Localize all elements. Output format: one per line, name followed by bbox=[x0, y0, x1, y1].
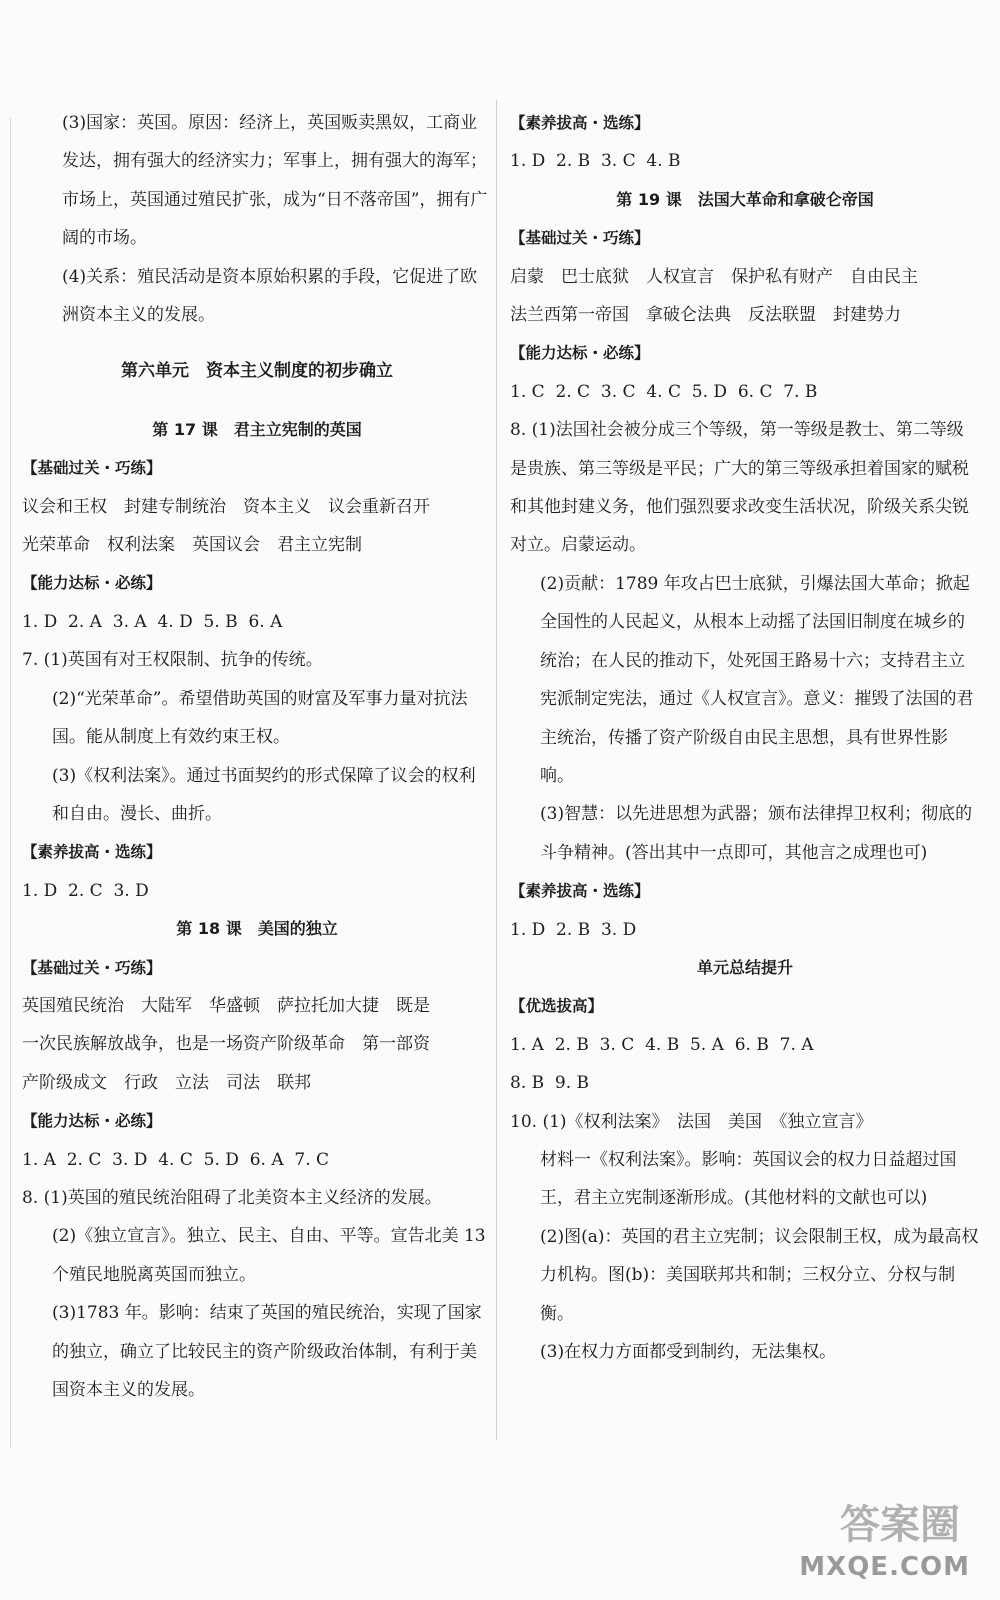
answer-paragraph: (2)贡献：1789 年攻占巴士底狱，引爆法国大革命；掀起全国性的人民起义，从根本上动摇了法国旧制度在城乡的统治；在人民的推动下，处死国王路易十六；支持君主立宪派制定宪法，通过《人权宣言》。意义：摧毁了法国的君主统治，传播了资产阶级自由民主思想，具有世界性影响。 bbox=[540, 573, 974, 786]
section-heading: 【优选拔高】 bbox=[510, 997, 604, 1016]
answer-paragraph: 10. (1)《权利法案》 法国 美国 《独立宣言》 bbox=[510, 1111, 873, 1132]
choice-answers: 1. A 2. C 3. D 4. C 5. D 6. A 7. C bbox=[22, 1149, 330, 1170]
answer-paragraph: (3)在权力方面都受到制约，无法集权。 bbox=[540, 1342, 837, 1362]
section-heading: 【素养拔高・选练】 bbox=[510, 114, 650, 132]
section-heading: 【基础过关・巧练】 bbox=[510, 229, 650, 248]
answer-paragraph: (3)智慧：以先进思想为武器；颁布法律捍卫权利；彻底的斗争精神。(答出其中一点即可，其他言之成理也可) bbox=[540, 804, 973, 863]
section-heading: 【素养拔高・选练】 bbox=[510, 882, 650, 901]
watermark-chinese: 答案圈 bbox=[840, 1502, 960, 1548]
right-column bbox=[510, 104, 980, 1371]
key-terms: 议会和王权 封建专制统治 资本主义 议会重新召开 bbox=[22, 496, 430, 517]
key-terms: 法兰西第一帝国 拿破仑法典 反法联盟 封建势力 bbox=[510, 305, 901, 326]
choice-answers: 1. D 2. B 3. C 4. B bbox=[510, 151, 681, 172]
answer-paragraph: 8. (1)英国的殖民统治阻碍了北美资本主义经济的发展。 bbox=[22, 1187, 442, 1208]
left-column bbox=[22, 104, 492, 1409]
answer-paragraph: (2)《独立宣言》。独立、民主、自由、平等。宣告北美 13 个殖民地脱离英国而独立。 bbox=[52, 1226, 492, 1285]
answer-paragraph: (3)国家：英国。原因：经济上，英国贩卖黑奴，工商业发达，拥有强大的经济实力；军事上，拥有强大的海军；市场上，英国通过殖民扩张，成为“日不落帝国”，拥有广阔的市场。 bbox=[62, 113, 488, 249]
answer-paragraph: 7. (1)英国有对王权限制、抗争的传统。 bbox=[22, 650, 323, 671]
unit-title: 第六单元 资本主义制度的初步确立 bbox=[121, 361, 393, 382]
section-heading: 【基础过关・巧练】 bbox=[22, 459, 162, 478]
section-heading: 【能力达标・必练】 bbox=[22, 574, 162, 593]
lesson-title: 第 18 课 美国的独立 bbox=[176, 919, 338, 939]
choice-answers: 1. D 2. A 3. A 4. D 5. B 6. A bbox=[22, 611, 283, 632]
lesson-title: 第 19 课 法国大革命和拿破仑帝国 bbox=[616, 189, 874, 209]
key-terms: 产阶级成文 行政 立法 司法 联邦 bbox=[22, 1072, 311, 1093]
lesson-title: 第 17 课 君主立宪制的英国 bbox=[152, 419, 362, 439]
choice-answers: 8. B 9. B bbox=[510, 1073, 590, 1094]
column-divider bbox=[496, 100, 497, 1440]
answer-paragraph: 8. (1)法国社会被分成三个等级，第一等级是教士、第二等级是贵族、第三等级是平民；广大的第三等级承担着国家的赋税和其他封建义务，他们强烈要求改变生活状况，阶级关系尖锐对立。启蒙运动。 bbox=[510, 420, 969, 556]
section-heading: 【能力达标・必练】 bbox=[22, 1112, 162, 1131]
choice-answers: 1. D 2. B 3. D bbox=[510, 919, 637, 940]
choice-answers: 1. C 2. C 3. C 4. C 5. D 6. C 7. B bbox=[510, 381, 818, 402]
answer-paragraph: 材料一《权利法案》。影响：英国议会的权力日益超过国王，君主立宪制逐渐形成。(其他材料的文献也可以) bbox=[540, 1149, 957, 1209]
left-margin-rule bbox=[10, 118, 11, 1448]
section-heading: 【素养拔高・选练】 bbox=[22, 843, 162, 862]
answer-paragraph: (3)1783 年。影响：结束了英国的殖民统治，实现了国家的独立，确立了比较民主的资产阶级政治体制，有利于美国资本主义的发展。 bbox=[52, 1303, 482, 1400]
key-terms: 光荣革命 权利法案 英国议会 君主立宪制 bbox=[22, 535, 362, 556]
answer-paragraph: (4)关系：殖民活动是资本原始积累的手段，它促进了欧洲资本主义的发展。 bbox=[62, 266, 478, 326]
key-terms: 启蒙 巴士底狱 人权宣言 保护私有财产 自由民主 bbox=[510, 266, 918, 287]
section-heading: 【能力达标・必练】 bbox=[510, 344, 650, 363]
answer-paragraph: (2)图(a)：英国的君主立宪制；议会限制王权，成为最高权力机构。图(b)：美国联邦共和制；三权分立、分权与制衡。 bbox=[540, 1226, 979, 1324]
choice-answers: 1. A 2. B 3. C 4. B 5. A 6. B 7. A bbox=[510, 1034, 814, 1055]
key-terms: 英国殖民统治 大陆军 华盛顿 萨拉托加大捷 既是 bbox=[22, 995, 430, 1016]
choice-answers: 1. D 2. C 3. D bbox=[22, 880, 149, 901]
watermark-url: MXQE.COM bbox=[799, 1552, 970, 1582]
answer-paragraph: (2)“光荣革命”。希望借助英国的财富及军事力量对抗法国。能从制度上有效约束王权。 bbox=[52, 688, 468, 748]
summary-title: 单元总结提升 bbox=[696, 957, 793, 977]
key-terms: 一次民族解放战争，也是一场资产阶级革命 第一部资 bbox=[22, 1034, 430, 1055]
section-heading: 【基础过关・巧练】 bbox=[22, 958, 162, 977]
answer-paragraph: (3)《权利法案》。通过书面契约的形式保障了议会的权利和自由。漫长、曲折。 bbox=[52, 765, 476, 824]
